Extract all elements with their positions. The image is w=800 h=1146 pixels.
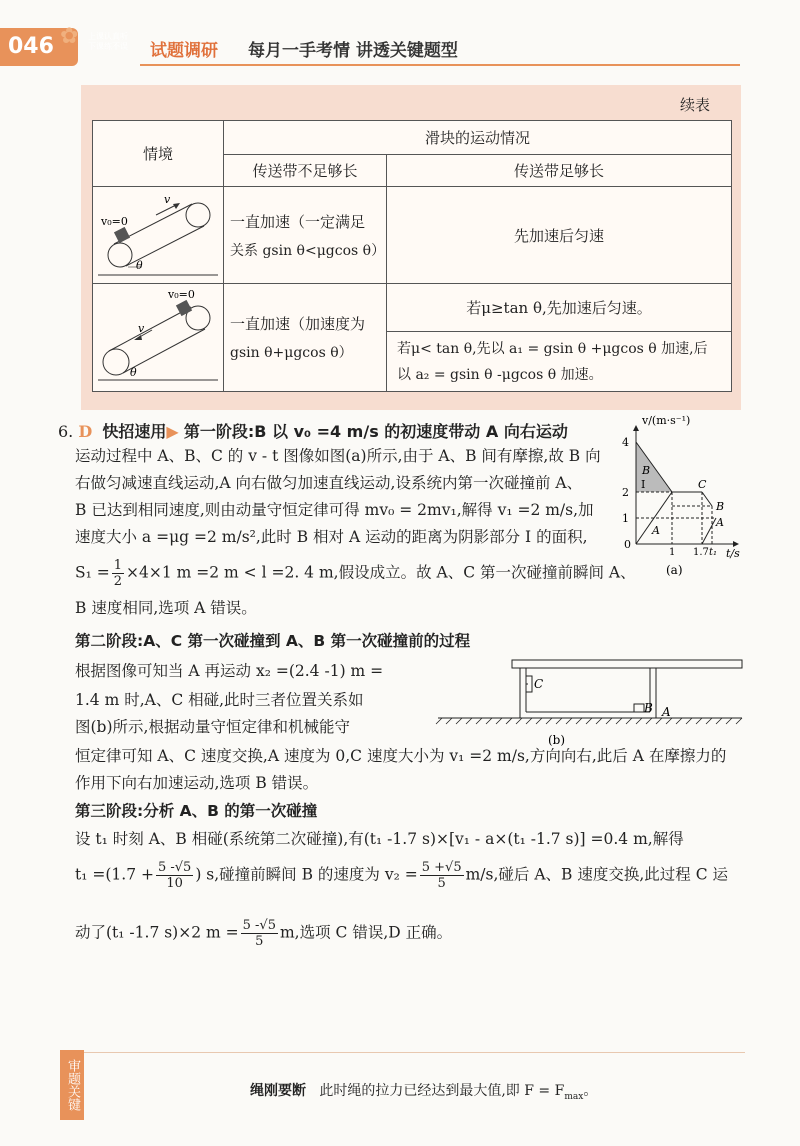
row1-long-cell: 先加速后匀速 <box>387 187 732 284</box>
theta-label: θ <box>136 259 143 272</box>
curve-label: A <box>652 524 660 537</box>
para-line: 根据图像可知当 A 再运动 x₂ =(2.4 -1) m = <box>75 662 384 680</box>
curve-label: B <box>716 500 725 513</box>
stage3-title: 第三阶段:分析 A、B 的第一次碰撞 <box>75 802 318 820</box>
header-subtitle: 每月一手考情 讲透关键题型 <box>248 41 458 61</box>
figure-b <box>430 656 745 748</box>
v0-label: v₀=0 <box>168 287 195 301</box>
stage2-title: 第二阶段:A、C 第一次碰撞到 A、B 第一次碰撞前的过程 <box>75 632 471 650</box>
belt-diagram-up <box>94 187 222 279</box>
block-label: C <box>534 677 544 691</box>
flower-icon: ✿ <box>60 24 79 49</box>
header-divider <box>140 64 740 66</box>
para-line-fraction: S₁ = $\frac{1}{2}$ ×4×1 m =2 m < l =2. 4 m,假设成立。故 A、C 第一次碰撞前瞬间 A、 <box>75 558 636 589</box>
footer-divider <box>75 1052 745 1053</box>
para-line: 运动过程中 A、B、C 的 v - t 图像如图(a)所示,由于 A、B 间有摩擦,故 B 向 <box>75 447 601 465</box>
para-line: B 已达到相同速度,则由动量守恒定律可得 mv₀ = 2mv₁,解得 v₁ =2 m/s,加 <box>75 501 594 519</box>
header-scene: 情境 <box>93 121 224 187</box>
figure-caption: (a) <box>666 563 683 577</box>
region-label: Ⅰ <box>641 478 646 491</box>
theta-label: θ <box>130 365 137 379</box>
arrow-icon: ▶ <box>166 422 179 441</box>
y-axis-label: v/(m·s⁻¹) <box>642 414 691 427</box>
para-line: 图(b)所示,根据动量守恒定律和机械能守 <box>75 718 350 736</box>
x-tick: 1 <box>669 547 676 558</box>
side-tab: 审题关键 <box>60 1050 84 1120</box>
answer-badge: D <box>78 422 93 441</box>
curve-label: C <box>698 478 707 491</box>
para-line: B 速度相同,选项 A 错误。 <box>75 599 257 617</box>
block-label: A <box>662 705 671 719</box>
footer-note: 绳刚要断 此时绳的拉力已经达到最大值,即 $F = F_{max}$。 <box>250 1083 598 1102</box>
para-line: 速度大小 a =μg =2 m/s²,此时 B 相对 A 运动的距离为阴影部分 Ⅰ 的面积, <box>75 528 588 546</box>
row1-short-cell: 一直加速（一定满足 关系 gsin θ<μgcos θ） <box>224 187 387 284</box>
y-tick: 1 <box>622 512 629 525</box>
para-line-fraction: t₁ =(1.7 + $\frac{5 -√5}{10}$ ) s,碰撞前瞬间 B 的速度为 v₂ = $\frac{5 +√5}{5}$ m/s,碰后 A、B 速度交换,此过程 C 运 <box>75 860 728 891</box>
x-tick: t₁ <box>709 547 718 558</box>
para-line: 右做匀减速直线运动,A 向右做匀加速直线运动,设系统内第一次碰撞前 A、 <box>75 474 583 492</box>
tip-tag: 快招速用 <box>102 422 167 441</box>
row2-long-cell-b: 若μ< tan θ,先以 a₁ = gsin θ +μgcos θ 加速,后 以 a₂ = gsin θ -μgcos θ 加速。 <box>387 332 732 392</box>
y-tick: 0 <box>624 538 631 551</box>
header-tiny-text: 上课认真听 下课练不误 <box>88 32 128 51</box>
para-line: 1.4 m 时,A、C 相碰,此时三者位置关系如 <box>75 691 364 709</box>
v0-label: v₀=0 <box>101 215 128 228</box>
para-line: 作用下向右加速运动,选项 B 错误。 <box>75 774 319 792</box>
question-6-head: 6. D 快招速用▶ 第一阶段:B 以 v₀ =4 m/s 的初速度带动 A 向右运动 <box>58 422 568 441</box>
page-number: 046 <box>0 28 78 66</box>
row2-short-cell: 一直加速（加速度为 gsin θ+μgcos θ） <box>224 284 387 392</box>
para-line: 恒定律可知 A、C 速度交换,A 速度为 0,C 速度大小为 v₁ =2 m/s,方向向右,此后 A 在摩擦力的 <box>75 747 727 765</box>
header-tag: 试题调研 <box>150 41 218 61</box>
header-motion: 滑块的运动情况 <box>224 121 732 155</box>
para-line-fraction: 动了(t₁ -1.7 s)×2 m = $\frac{5 -√5}{5}$ m,选项 C 错误,D 正确。 <box>75 918 453 949</box>
y-tick: 2 <box>622 486 629 499</box>
conveyor-table <box>92 120 732 392</box>
row2-scene-cell <box>93 284 224 392</box>
vt-graph-a <box>612 414 744 584</box>
v-label: v <box>164 193 171 206</box>
header-long-belt: 传送带足够长 <box>387 155 732 187</box>
header-short-belt: 传送带不足够长 <box>224 155 387 187</box>
figure-caption: (b) <box>548 733 566 747</box>
stage1-title: 第一阶段:B 以 v₀ =4 m/s 的初速度带动 A 向右运动 <box>183 422 568 441</box>
curve-label: A <box>716 516 724 529</box>
belt-diagram-down <box>94 288 222 384</box>
x-tick: 1.7 <box>693 547 709 558</box>
v-label: v <box>138 321 145 335</box>
continued-label: 续表 <box>680 96 711 114</box>
row2-long-cell-a: 若μ≥tan θ,先加速后匀速。 <box>387 284 732 332</box>
para-line: 设 t₁ 时刻 A、B 相碰(系统第二次碰撞),有(t₁ -1.7 s)×[v₁ - a×(t₁ -1.7 s)] =0.4 m,解得 <box>75 830 684 848</box>
curve-label: B <box>642 464 651 477</box>
x-axis-label: t/s <box>726 547 740 560</box>
block-label: B <box>644 701 653 715</box>
row1-scene-cell <box>93 187 224 284</box>
y-tick: 4 <box>622 436 629 449</box>
